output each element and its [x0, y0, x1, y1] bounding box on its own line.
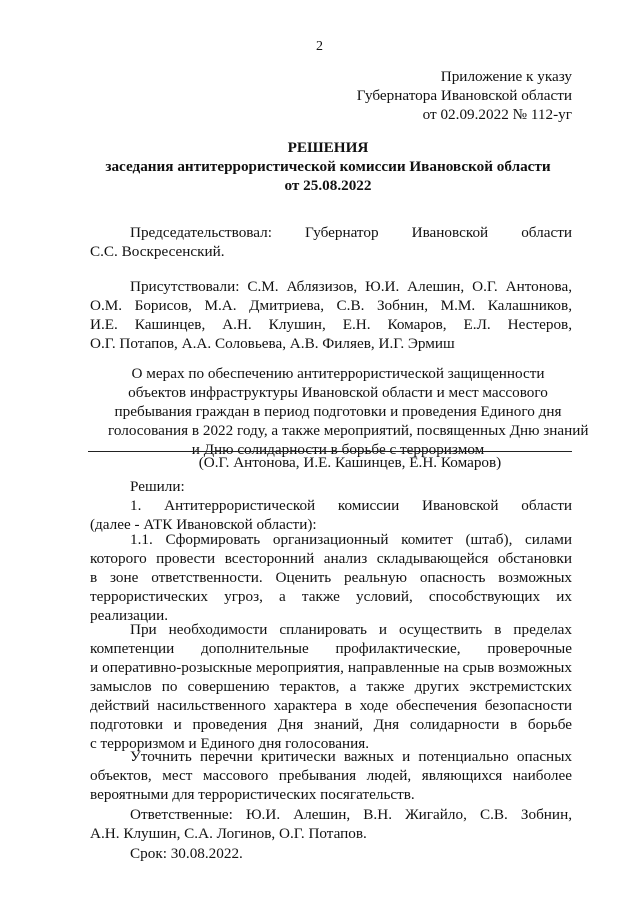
paragraph-objects — [90, 747, 572, 804]
text-line: 1. Антитеррористической комиссии Ивановской области — [130, 497, 572, 514]
text-line: с терроризмом и Единого дня голосования. — [90, 735, 370, 752]
text-line: А.Н. Клушин, С.А. Логинов, О.Г. Потапов. — [90, 825, 367, 842]
text-line: замыслов по совершению терактов, а также других экстремистских — [90, 678, 572, 695]
text-line: Присутствовали: С.М. Аблязизов, Ю.И. Алешин, О.Г. Антонова, — [130, 278, 572, 295]
title-line: от 25.08.2022 — [284, 177, 372, 194]
topic-line: голосования в 2022 году, а также мероприятий, посвященных Дню знаний — [108, 422, 589, 439]
appendix-line: Губернатора Ивановской области — [356, 87, 572, 104]
appendix-header — [357, 67, 572, 124]
title-line: РЕШЕНИЯ — [287, 139, 369, 156]
text-line: вероятными для террористических посягательств. — [90, 786, 415, 803]
text-line: И.Е. Кашинцев, А.Н. Клушин, Е.Н. Комаров, Е.Л. Нестеров, — [90, 316, 572, 333]
rapporteurs: (О.Г. Антонова, И.Е. Кашинцев, Е.Н. Комаров) — [198, 454, 502, 471]
divider — [88, 451, 572, 452]
text-line: При необходимости спланировать и осуществить в пределах — [130, 621, 572, 638]
appendix-line: Приложение к указу — [440, 68, 572, 85]
topic-line: пребывания граждан в период подготовки и проведения Единого дня — [114, 403, 562, 420]
item-1-1 — [90, 530, 572, 625]
present-paragraph — [90, 277, 572, 353]
text-line: реализации. — [90, 607, 169, 624]
text-line: в зоне ответственности. Оценить реальную опасность возможных — [90, 569, 572, 586]
text-line: Уточнить перечни критически важных и потенциально опасных — [130, 748, 572, 765]
chair-paragraph — [90, 223, 572, 261]
text-line: подготовки и проведения Дня знаний, Дня солидарности в борьбе — [90, 716, 572, 733]
deadline — [90, 844, 572, 863]
responsible — [90, 805, 572, 843]
text-line: (далее - АТК Ивановской области): — [90, 516, 317, 533]
text-line: которого провести всесторонний анализ складывающейся обстановки — [90, 550, 572, 567]
topic-line: объектов инфраструктуры Ивановской области и мест массового — [128, 384, 548, 401]
item-1 — [90, 496, 572, 534]
text-line: Председательствовал: Губернатор Ивановской области — [130, 224, 572, 241]
text-line: О.Г. Потапов, А.А. Соловьева, А.В. Филяев, И.Г. Эрмиш — [90, 335, 455, 352]
text-line: террористических угроз, а также условий, способствующих их — [90, 588, 572, 605]
paragraph-measures — [90, 620, 572, 753]
title-line: заседания антитеррористической комиссии Ивановской области — [105, 158, 551, 175]
appendix-line: от 02.09.2022 № 112-уг — [422, 106, 572, 123]
text-line: С.С. Воскресенский. — [90, 243, 225, 260]
text-line: компетенции дополнительные профилактические, проверочные — [90, 640, 572, 657]
document-title — [88, 138, 568, 195]
text-line: объектов, мест массового пребывания людей, являющихся наиболее — [90, 767, 572, 784]
text-line: и оперативно-розыскные мероприятия, направленные на срыв возможных — [90, 659, 572, 676]
decided-label: Решили: — [130, 478, 185, 495]
text-line: Срок: 30.08.2022. — [130, 845, 243, 862]
page-number: 2 — [316, 39, 323, 54]
text-line: действий насильственного характера в ходе обеспечения безопасности — [90, 697, 572, 714]
text-line: Ответственные: Ю.И. Алешин, В.Н. Жигайло, С.В. Зобнин, — [130, 806, 572, 823]
text-line: 1.1. Сформировать организационный комитет (штаб), силами — [130, 531, 572, 548]
topic-line: и Дню солидарности в борьбе с терроризмом — [191, 441, 485, 458]
agenda-topic — [108, 364, 589, 459]
topic-line: О мерах по обеспечению антитеррористической защищенности — [131, 365, 545, 382]
text-line: О.М. Борисов, М.А. Дмитриева, С.В. Зобнин, М.М. Калашников, — [90, 297, 572, 314]
